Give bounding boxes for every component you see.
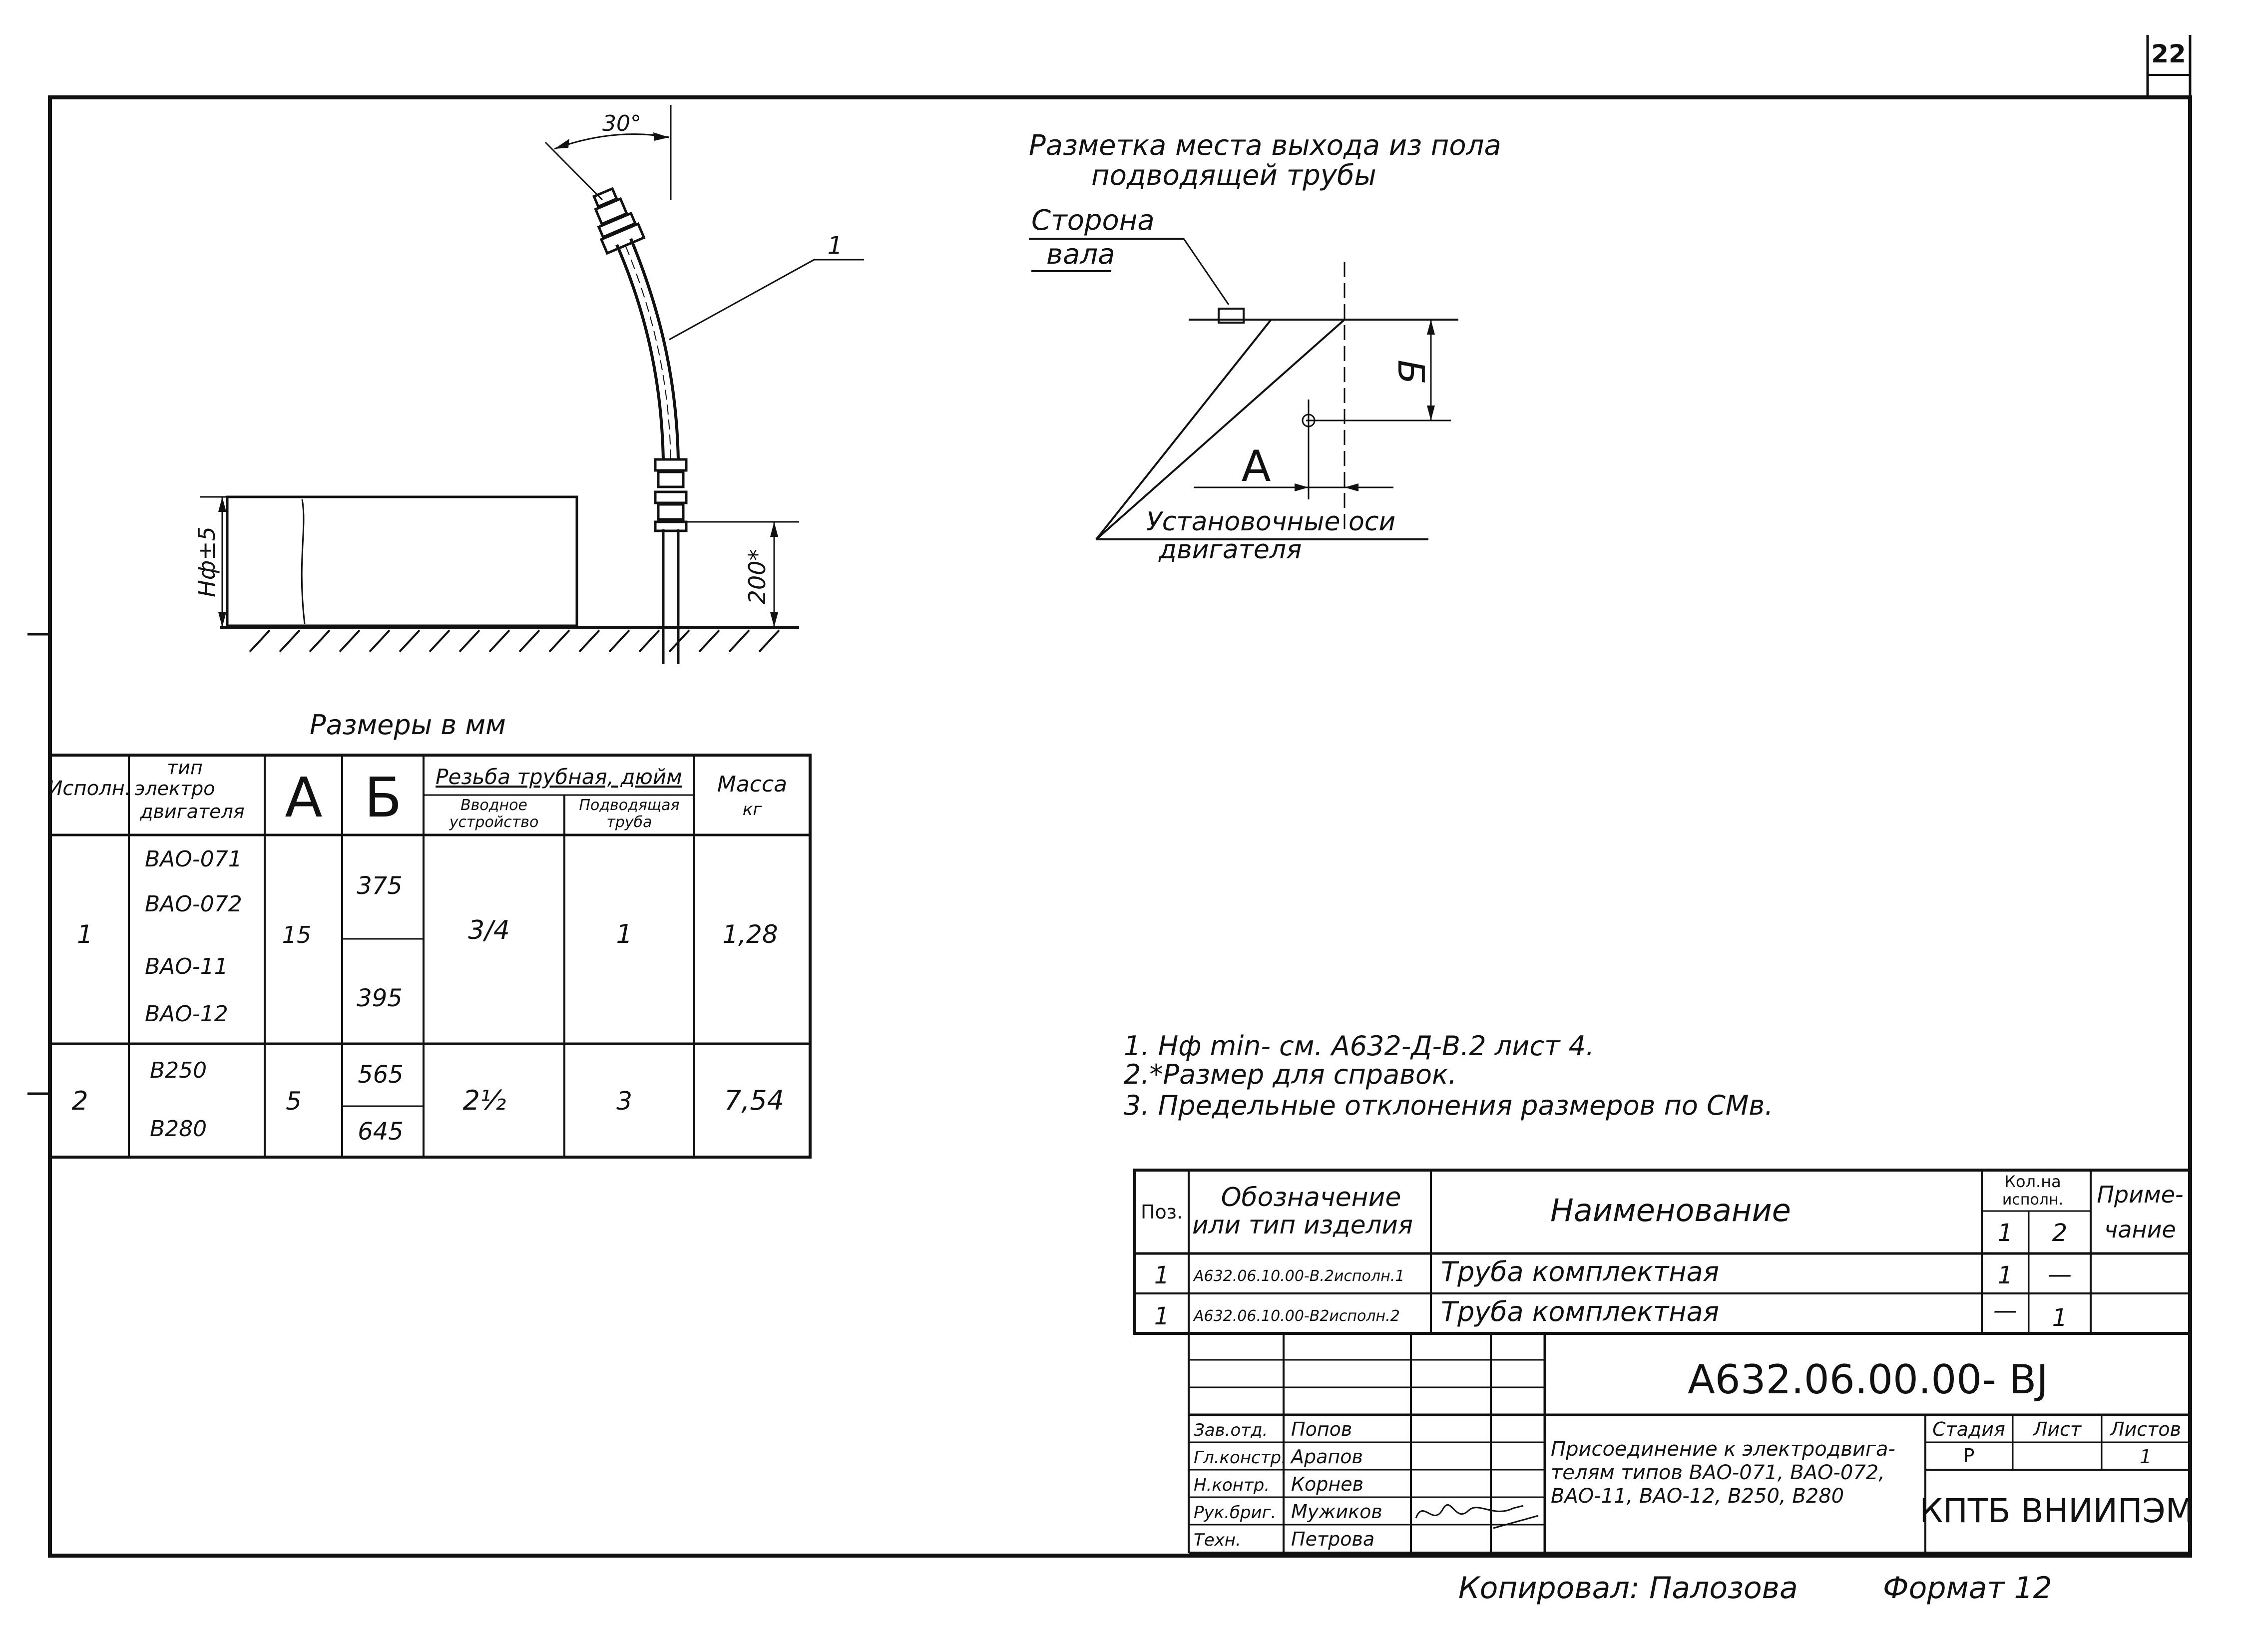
stage-value: Р bbox=[1963, 1445, 1975, 1467]
spec-header-note-line1: Приме- bbox=[2097, 1181, 2184, 1208]
note-3: 3. Предельные отклонения размеров по СМв. bbox=[1124, 1090, 1774, 1121]
row1-type-1: ВАО-071 bbox=[145, 846, 242, 872]
hf-dimension-label: Hф±5 bbox=[193, 526, 220, 597]
header-type-line1: тип bbox=[167, 757, 203, 779]
row1-mass: 1,28 bbox=[722, 920, 778, 949]
name-2: Арапов bbox=[1291, 1446, 1363, 1468]
header-thread-pipe-line1: Подводящая bbox=[579, 797, 680, 814]
role-5: Техн. bbox=[1194, 1530, 1241, 1550]
spec-header-pos: Поз. bbox=[1140, 1201, 1183, 1223]
header-a: А bbox=[285, 766, 323, 829]
description-line2: телям типов ВАО-071, ВАО-072, bbox=[1551, 1461, 1885, 1484]
stage-label: Стадия bbox=[1932, 1418, 2005, 1440]
sheet-label: Лист bbox=[2033, 1418, 2082, 1440]
header-thread-pipe-line2: труба bbox=[606, 814, 652, 831]
spec-row2-name: Труба комплектная bbox=[1441, 1296, 1720, 1327]
header-b: Б bbox=[364, 766, 402, 829]
spec-header-qty-1: 1 bbox=[1997, 1219, 2013, 1247]
name-3: Корнев bbox=[1291, 1473, 1363, 1495]
floor-hatching bbox=[250, 630, 779, 652]
spec-row1-designation: А632.06.10.00-В.2исполн.1 bbox=[1194, 1267, 1405, 1285]
inlet-device bbox=[585, 185, 644, 253]
role-3: Н.контр. bbox=[1194, 1475, 1270, 1495]
sheets-value: 1 bbox=[2139, 1446, 2152, 1468]
row2-thread-inlet: 2½ bbox=[462, 1085, 506, 1116]
spec-header-name: Наименование bbox=[1550, 1192, 1791, 1229]
marking-dimension-a: А bbox=[1241, 441, 1271, 491]
shaft-side-label-line1: Сторона bbox=[1031, 204, 1155, 237]
spec-row1-pos: 1 bbox=[1154, 1261, 1170, 1289]
spec-header-note-line2: чание bbox=[2104, 1216, 2176, 1243]
row1-type-3: ВАО-11 bbox=[145, 954, 228, 979]
row1-b2: 395 bbox=[357, 984, 403, 1012]
header-mass-line2: кг bbox=[742, 800, 762, 820]
dimensions-caption: Размеры в мм bbox=[310, 709, 506, 741]
row2-b2: 645 bbox=[358, 1118, 404, 1146]
header-type-line3: двигателя bbox=[140, 801, 245, 823]
marking-title-line2: подводящей трубы bbox=[1091, 159, 1376, 192]
role-1: Зав.отд. bbox=[1194, 1420, 1268, 1440]
header-mass-line1: Масса bbox=[717, 772, 788, 797]
spec-row1-qty1: 1 bbox=[1997, 1261, 2013, 1289]
role-2: Гл.констр. bbox=[1194, 1448, 1287, 1468]
row1-thread-inlet: 3/4 bbox=[468, 915, 510, 945]
installation-axes-line1: Установочные оси bbox=[1146, 507, 1396, 537]
spec-header-qty-line1: Кол.на bbox=[2004, 1172, 2061, 1191]
description-line1: Присоединение к электродвига- bbox=[1551, 1438, 1895, 1461]
spec-row2-qty1: — bbox=[1993, 1296, 2017, 1324]
position-1-label: 1 bbox=[827, 232, 843, 260]
header-ispoln: Исполн. bbox=[47, 777, 131, 800]
spec-row2-designation: А632.06.10.00-В2исполн.2 bbox=[1194, 1307, 1400, 1325]
sheets-label: Листов bbox=[2110, 1418, 2181, 1440]
description-line3: ВАО-11, ВАО-12, В250, В280 bbox=[1551, 1485, 1844, 1508]
dimension-200-label: 200* bbox=[744, 549, 771, 605]
spec-header-qty-2: 2 bbox=[2052, 1219, 2068, 1247]
drawing-code: А632.06.00.00- ВЈ bbox=[1688, 1356, 2048, 1403]
angle-label: 30° bbox=[602, 111, 641, 136]
spec-row1-qty2: — bbox=[2048, 1260, 2072, 1288]
name-1: Попов bbox=[1291, 1418, 1352, 1440]
row2-thread-pipe: 3 bbox=[616, 1087, 632, 1116]
row2-mass: 7,54 bbox=[724, 1085, 785, 1116]
spec-row2-qty2: 1 bbox=[2052, 1304, 2068, 1332]
note-1: 1. Нф min- см. А632-Д-В.2 лист 4. bbox=[1124, 1030, 1595, 1062]
role-4: Рук.бриг. bbox=[1194, 1503, 1277, 1523]
spec-row1-name: Труба комплектная bbox=[1441, 1256, 1720, 1287]
header-thread: Резьба трубная, дюйм bbox=[436, 765, 682, 789]
spec-row2-pos: 1 bbox=[1154, 1302, 1170, 1330]
row1-b1: 375 bbox=[357, 872, 403, 900]
row1-thread-pipe: 1 bbox=[616, 919, 633, 949]
row2-type-2: В280 bbox=[150, 1116, 207, 1142]
spec-header-qty-line2: исполн. bbox=[2002, 1191, 2064, 1209]
spec-header-designation-line2: или тип изделия bbox=[1192, 1211, 1413, 1239]
marking-dimension-b: Б bbox=[1390, 360, 1432, 385]
motor-outline bbox=[227, 497, 577, 626]
organization: КПТБ ВНИИПЭМ bbox=[1919, 1492, 2194, 1530]
header-thread-inlet-line1: Вводное bbox=[460, 797, 527, 814]
row1-type-4: ВАО-12 bbox=[145, 1001, 228, 1027]
note-2: 2.*Размер для справок. bbox=[1124, 1059, 1457, 1090]
marking-title-line1: Разметка места выхода из пола bbox=[1029, 129, 1501, 162]
row1-ispoln: 1 bbox=[77, 920, 93, 949]
row2-a: 5 bbox=[286, 1087, 302, 1116]
header-type-line2: электро bbox=[134, 778, 215, 800]
shaft-side-label-line2: вала bbox=[1046, 238, 1115, 271]
spec-header-designation-line1: Обозначение bbox=[1221, 1183, 1401, 1213]
installation-axes-line2: двигателя bbox=[1159, 535, 1302, 565]
name-4: Мужиков bbox=[1291, 1501, 1382, 1523]
row2-ispoln: 2 bbox=[71, 1086, 88, 1116]
name-5: Петрова bbox=[1291, 1528, 1375, 1550]
header-thread-inlet-line2: устройство bbox=[449, 814, 539, 831]
marking-scheme bbox=[1029, 239, 1458, 539]
row1-type-2: ВАО-072 bbox=[145, 891, 242, 917]
row2-b1: 565 bbox=[358, 1061, 404, 1089]
row1-a: 15 bbox=[282, 921, 312, 948]
copied-by: Копировал: Палозова bbox=[1458, 1571, 1798, 1606]
format: Формат 12 bbox=[1883, 1571, 2052, 1606]
row2-type-1: В250 bbox=[150, 1058, 207, 1083]
sheet-number: 22 bbox=[2151, 39, 2186, 68]
